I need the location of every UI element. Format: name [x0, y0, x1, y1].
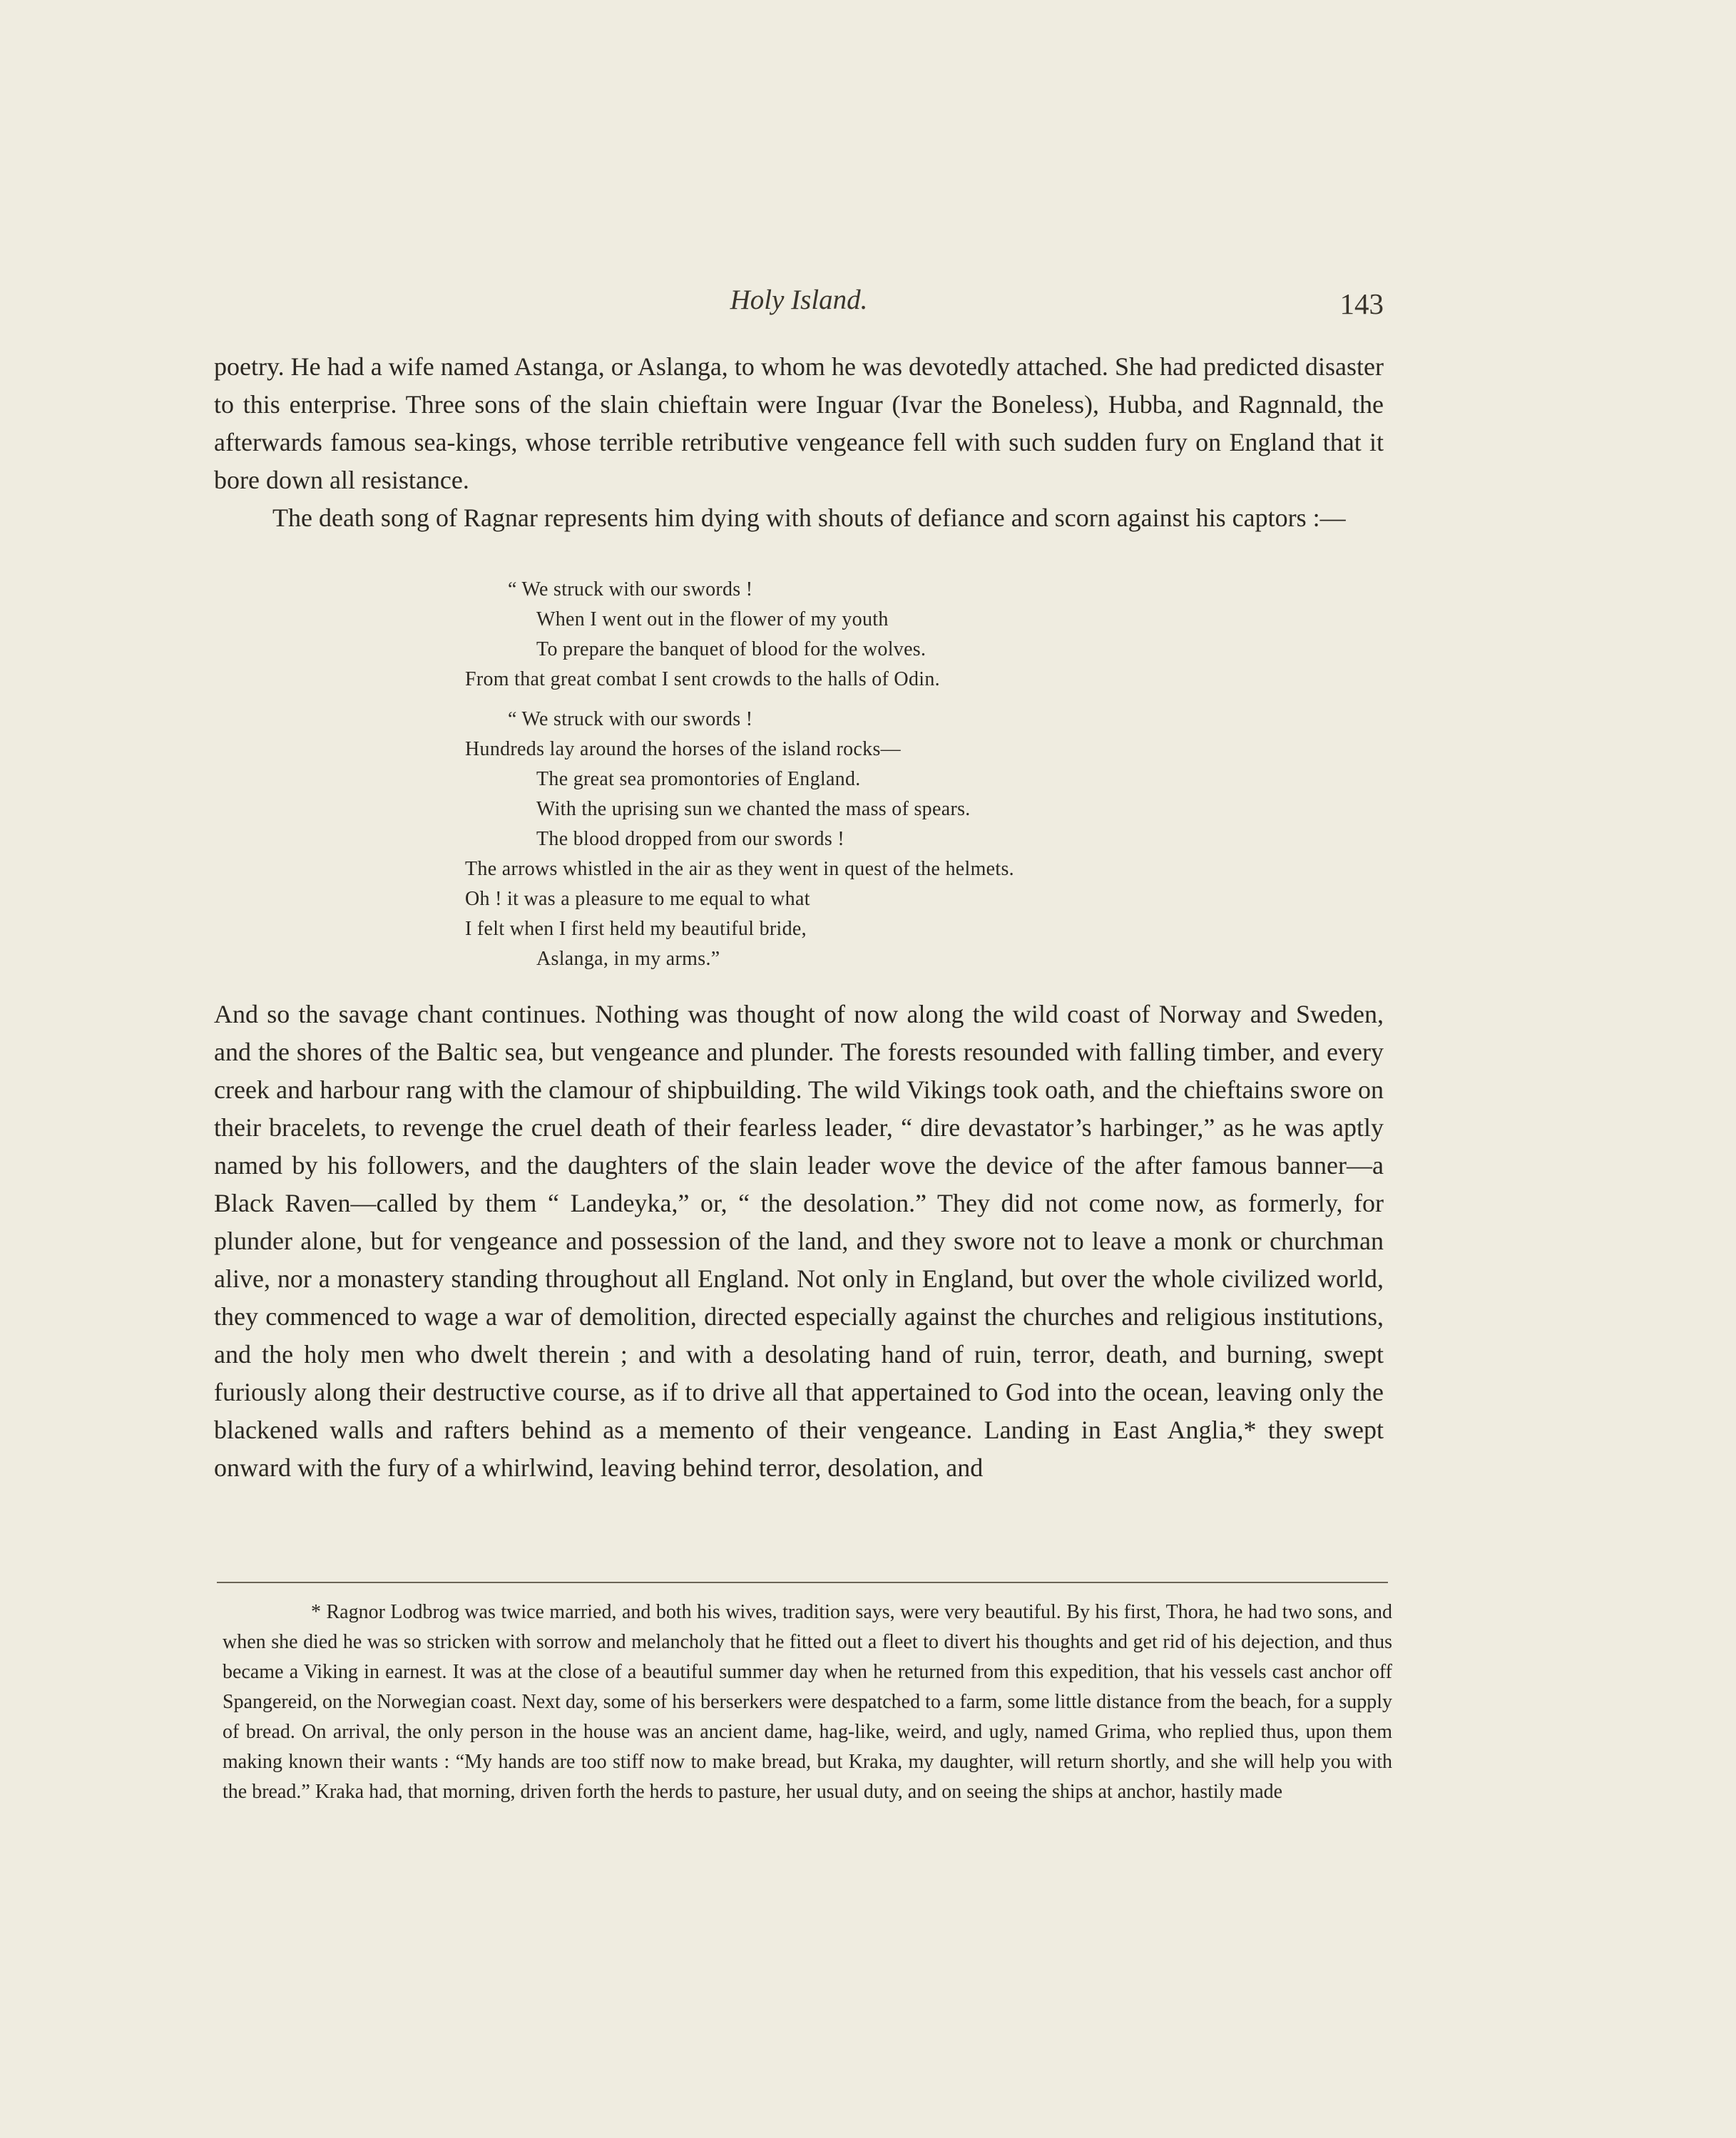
- body-paragraph-2: The death song of Ragnar represents him dying with shouts of defiance and scorn against his captors :—: [272, 503, 1346, 532]
- running-head: Holy Island.: [730, 285, 868, 315]
- body-paragraph-3: And so the savage chant continues. Nothing was thought of now along the wild coast of Norway and Sweden, and the shores of the Baltic sea, but vengeance and plunder. The forests resounded with falling timber, and every creek and harbour rang with the clamour of shipbuilding. The wild Vikings took oath, and the chieftains swore on their bracelets, to revenge the cruel death of their fearless leader, “ dire devastator’s harbinger,” as he was aptly named by his followers, and the daughters of the slain leader wove the device of the after famous banner—a Black Raven—called by them “ Landeyka,” or, “ the desolation.” They did not come now, as formerly, for plunder alone, but for vengeance and possession of the land, and they swore not to leave a monk or churchman alive, nor a monastery standing throughout all England. Not only in England, but over the whole civilized world, they commenced to wage a war of demolition, directed especially against the churches and religious institutions, and the holy men who dwelt therein ; and with a desolating hand of ruin, terror, death, and burning, swept furiously along their destructive course, as if to drive all that appertained to God into the ocean, leaving only the blackened walls and rafters behind as a memento of their vengeance. Landing in East Anglia,* they swept onward with the fury of a whirlwind, leaving behind terror, desolation, and: [214, 1000, 1384, 1482]
- poem-line: Aslanga, in my arms.”: [536, 948, 720, 970]
- poem-line: I felt when I first held my beautiful bride,: [465, 918, 807, 940]
- poem-line: The great sea promontories of England.: [536, 768, 861, 790]
- poem-line: To prepare the banquet of blood for the wolves.: [536, 638, 926, 660]
- poem-line: From that great combat I sent crowds to the halls of Odin.: [465, 668, 940, 690]
- poem-stanza-2: [465, 705, 1250, 974]
- poem-line: “ We struck with our swords !: [508, 578, 753, 600]
- poem-line: The blood dropped from our swords !: [536, 828, 844, 850]
- poem-line: With the uprising sun we chanted the mass of spears.: [536, 798, 971, 820]
- poem-line: Hundreds lay around the horses of the island rocks—: [465, 738, 901, 760]
- footnote-divider: [217, 1582, 1388, 1583]
- poem-stanza-1: [465, 575, 1250, 695]
- page-number: 143: [1339, 287, 1384, 320]
- poem-line: When I went out in the flower of my youth: [536, 608, 889, 630]
- page-header: [214, 284, 1384, 334]
- poem-line: The arrows whistled in the air as they went in quest of the helmets.: [465, 858, 1014, 880]
- poem-line: Oh ! it was a pleasure to me equal to what: [465, 888, 810, 910]
- death-song-poem: [465, 575, 1250, 984]
- poem-line: “ We struck with our swords !: [508, 708, 753, 730]
- body-paragraph-1: poetry. He had a wife named Astanga, or Aslanga, to whom he was devotedly attached. She had predicted disaster to this enterprise. Three sons of the slain chieftain were Inguar (Ivar the Boneless), Hubba, and Ragnnald, the afterwards famous sea-kings, whose terrible retributive vengeance fell with such sudden fury on England that it bore down all resistance.: [214, 352, 1384, 494]
- footnote: * Ragnor Lodbrog was twice married, and both his wives, tradition says, were very beautiful. By his first, Thora, he had two sons, and when she died he was so stricken with sorrow and melancholy that he fitted out a fleet to divert his thoughts and get rid of his dejection, and thus became a Viking in earnest. It was at the close of a beautiful summer day when he returned from this expedition, that his vessels cast anchor off Spangereid, on the Norwegian coast. Next day, some of his berserkers were despatched to a farm, some little distance from the beach, for a supply of bread. On arrival, the only person in the house was an ancient dame, hag-like, weird, and ugly, named Grima, who replied thus, upon them making known their wants : “My hands are too stiff now to make bread, but Kraka, my daughter, will return shortly, and she will help you with the bread.” Kraka had, that morning, driven forth the herds to pasture, her usual duty, and on seeing the ships at anchor, hastily made: [223, 1601, 1392, 1803]
